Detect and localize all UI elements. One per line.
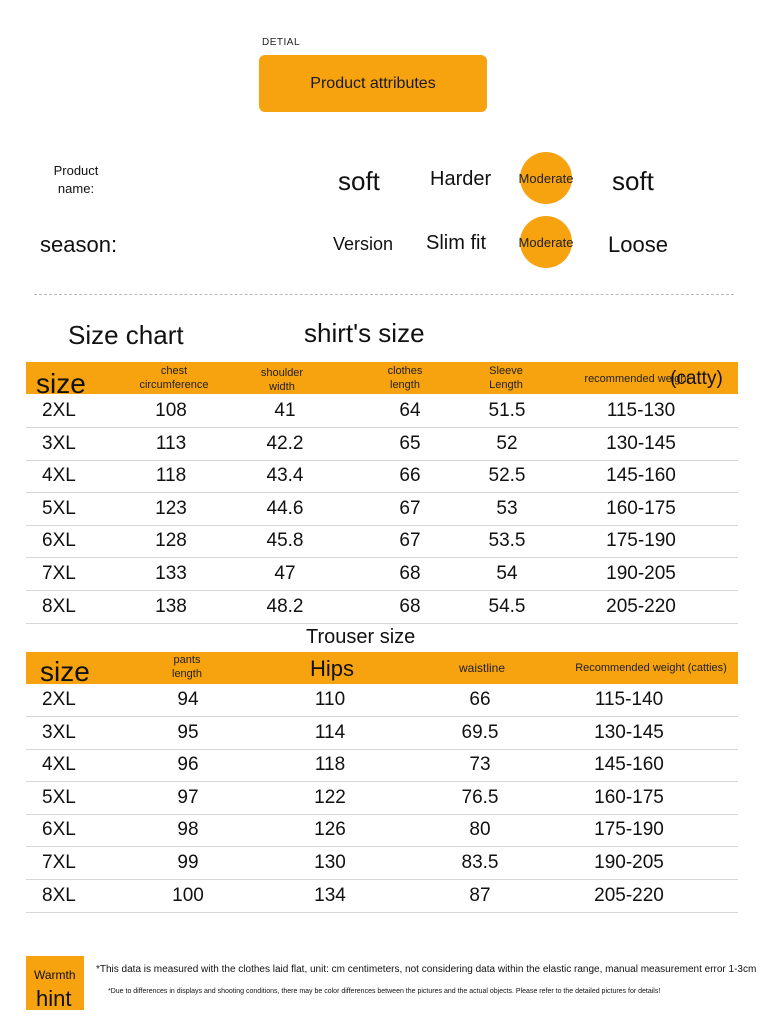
trouser-row <box>26 717 738 750</box>
shirt-cell: 128 <box>155 530 187 552</box>
shirt-cell: 2XL <box>42 400 76 421</box>
shirt-cell: 205-220 <box>606 595 676 617</box>
trouser-cell: 5XL <box>42 786 76 808</box>
shirt-cell: 115-130 <box>606 400 676 421</box>
trouser-cell: 190-205 <box>594 852 664 873</box>
shirt-cell: 6XL <box>42 530 76 552</box>
shirt-row <box>26 428 738 461</box>
trouser-cell: 97 <box>177 786 199 808</box>
trouser-header-hips: Hips <box>310 656 355 681</box>
trouser-cell: 134 <box>314 884 346 906</box>
warmth-hint-badge <box>26 956 84 1010</box>
trouser-row <box>26 847 738 880</box>
shirt-header-clothes-length: clothes length <box>387 365 423 391</box>
trouser-cell: 94 <box>177 689 199 710</box>
shirt-cell: 42.2 <box>266 432 304 454</box>
shirt-cell: 64 <box>399 400 421 421</box>
trouser-cell: 80 <box>469 819 491 841</box>
trouser-cell: 110 <box>314 689 346 710</box>
trouser-size-title: Trouser size <box>306 626 416 648</box>
detial-label: DETIAL <box>262 37 301 48</box>
trouser-cell: 95 <box>177 721 199 743</box>
attr-moderate-1-label: Moderate <box>518 170 574 186</box>
trouser-row <box>26 684 738 717</box>
shirt-cell: 52.5 <box>488 465 526 487</box>
shirt-cell: 130-145 <box>606 432 676 454</box>
trouser-cell: 76.5 <box>461 786 499 808</box>
trouser-table-header <box>26 652 738 687</box>
shirt-header-sleeve: Sleeve Length <box>489 365 523 391</box>
attr-moderate-1 <box>520 152 572 204</box>
shirt-cell: 118 <box>155 465 187 487</box>
shirt-cell: 54.5 <box>488 595 526 617</box>
trouser-row <box>26 749 738 782</box>
attr-slim-fit: Slim fit <box>426 232 486 254</box>
trouser-cell: 114 <box>314 721 346 743</box>
trouser-cell: 205-220 <box>594 884 664 906</box>
shirt-row <box>26 395 738 428</box>
shirt-cell: 67 <box>399 497 421 519</box>
shirt-row <box>26 460 738 493</box>
attr-loose: Loose <box>608 232 668 257</box>
shirt-cell: 5XL <box>42 497 76 519</box>
shirt-cell: 41 <box>274 400 296 421</box>
trouser-cell: 126 <box>314 819 346 841</box>
trouser-cell: 66 <box>469 689 491 710</box>
shirt-cell: 47 <box>274 563 296 584</box>
trouser-cell: 98 <box>177 819 199 841</box>
shirt-cell: 123 <box>155 497 187 519</box>
trouser-cell: 87 <box>469 884 491 906</box>
shirt-cell: 45.8 <box>266 530 304 552</box>
shirt-row <box>26 591 738 624</box>
shirt-cell: 53.5 <box>488 530 526 552</box>
shirt-cell: 190-205 <box>606 563 676 584</box>
shirt-cell: 8XL <box>42 595 76 617</box>
color-difference-note: *Due to differences in displays and shooting conditions, there may be color differences between the pictures and the actual objects. Please refer to the detailed pictures for details! <box>108 988 661 995</box>
shirt-cell: 133 <box>155 563 187 584</box>
trouser-cell: 4XL <box>42 754 76 776</box>
shirt-header-size: size <box>36 368 86 399</box>
measurement-note: *This data is measured with the clothes laid flat, unit: cm centimeters, not considering data within the elastic range, manual measurement error 1-3cm <box>96 964 757 975</box>
shirt-cell: 44.6 <box>266 497 304 519</box>
shirt-cell: 145-160 <box>606 465 676 487</box>
shirt-cell: 175-190 <box>606 530 676 552</box>
trouser-row <box>26 880 738 913</box>
attr-version: Version <box>333 234 394 254</box>
size-chart-title: Size chart <box>68 320 184 350</box>
attr-soft-2: soft <box>612 166 654 196</box>
warmth-label: Warmth <box>34 968 76 982</box>
shirt-cell: 3XL <box>42 432 76 454</box>
shirt-row <box>26 525 738 558</box>
trouser-row <box>26 782 738 815</box>
trouser-cell: 122 <box>314 786 346 808</box>
trouser-cell: 145-160 <box>594 754 664 776</box>
shirt-cell: 67 <box>399 530 421 552</box>
attr-moderate-2 <box>520 216 572 268</box>
trouser-cell: 115-140 <box>594 689 664 710</box>
shirt-cell: 68 <box>399 595 421 617</box>
trouser-header-weight: Recommended weight (catties) <box>575 662 727 674</box>
trouser-cell: 73 <box>469 754 491 776</box>
attr-harder: Harder <box>430 168 492 190</box>
shirt-row <box>26 493 738 526</box>
trouser-cell: 118 <box>314 754 346 776</box>
product-attributes-banner: Product attributes <box>259 55 487 112</box>
trouser-cell: 175-190 <box>594 819 664 841</box>
shirt-cell: 48.2 <box>266 595 304 617</box>
shirt-cell: 108 <box>155 400 187 421</box>
trouser-cell: 2XL <box>42 689 76 710</box>
shirt-cell: 4XL <box>42 465 76 487</box>
shirt-row <box>26 558 738 591</box>
trouser-cell: 6XL <box>42 819 76 841</box>
shirt-cell: 66 <box>399 465 421 487</box>
shirt-header-chest: chest circumference <box>139 365 209 391</box>
shirt-cell: 52 <box>496 432 518 454</box>
shirt-cell: 54 <box>496 563 518 584</box>
shirt-cell: 7XL <box>42 563 76 584</box>
section-divider <box>34 294 734 295</box>
trouser-cell: 130-145 <box>594 721 664 743</box>
shirt-header-weight: recommended weight <box>584 373 690 385</box>
attr-moderate-2-label: Moderate <box>518 234 574 250</box>
shirt-header-catty: (catty) <box>670 368 723 389</box>
shirt-cell: 113 <box>155 432 187 454</box>
season-label: season: <box>40 232 118 257</box>
shirts-size-title: shirt's size <box>304 318 425 348</box>
shirt-header-shoulder: shoulder width <box>260 367 304 393</box>
product-name-label: Product name: <box>53 163 99 196</box>
shirt-cell: 53 <box>496 497 518 519</box>
trouser-row <box>26 814 738 847</box>
trouser-cell: 69.5 <box>461 721 499 743</box>
shirt-cell: 43.4 <box>266 465 304 487</box>
trouser-cell: 99 <box>177 852 199 873</box>
shirt-cell: 68 <box>399 563 421 584</box>
attr-soft-1: soft <box>338 166 380 196</box>
shirt-cell: 51.5 <box>488 400 526 421</box>
trouser-cell: 160-175 <box>594 786 664 808</box>
trouser-cell: 130 <box>314 852 346 873</box>
shirt-cell: 65 <box>399 432 421 454</box>
trouser-cell: 96 <box>177 754 199 776</box>
shirt-table-header <box>26 362 738 399</box>
trouser-header-size: size <box>40 656 90 687</box>
trouser-cell: 8XL <box>42 884 76 906</box>
hint-label: hint <box>36 986 72 1011</box>
trouser-cell: 7XL <box>42 852 76 873</box>
trouser-cell: 83.5 <box>461 852 499 873</box>
shirt-cell: 160-175 <box>606 497 676 519</box>
shirt-cell: 138 <box>155 595 187 617</box>
trouser-header-waistline: waistline <box>458 661 506 675</box>
trouser-header-pants-length: pants length <box>172 654 202 680</box>
trouser-cell: 100 <box>172 884 204 906</box>
trouser-cell: 3XL <box>42 721 76 743</box>
